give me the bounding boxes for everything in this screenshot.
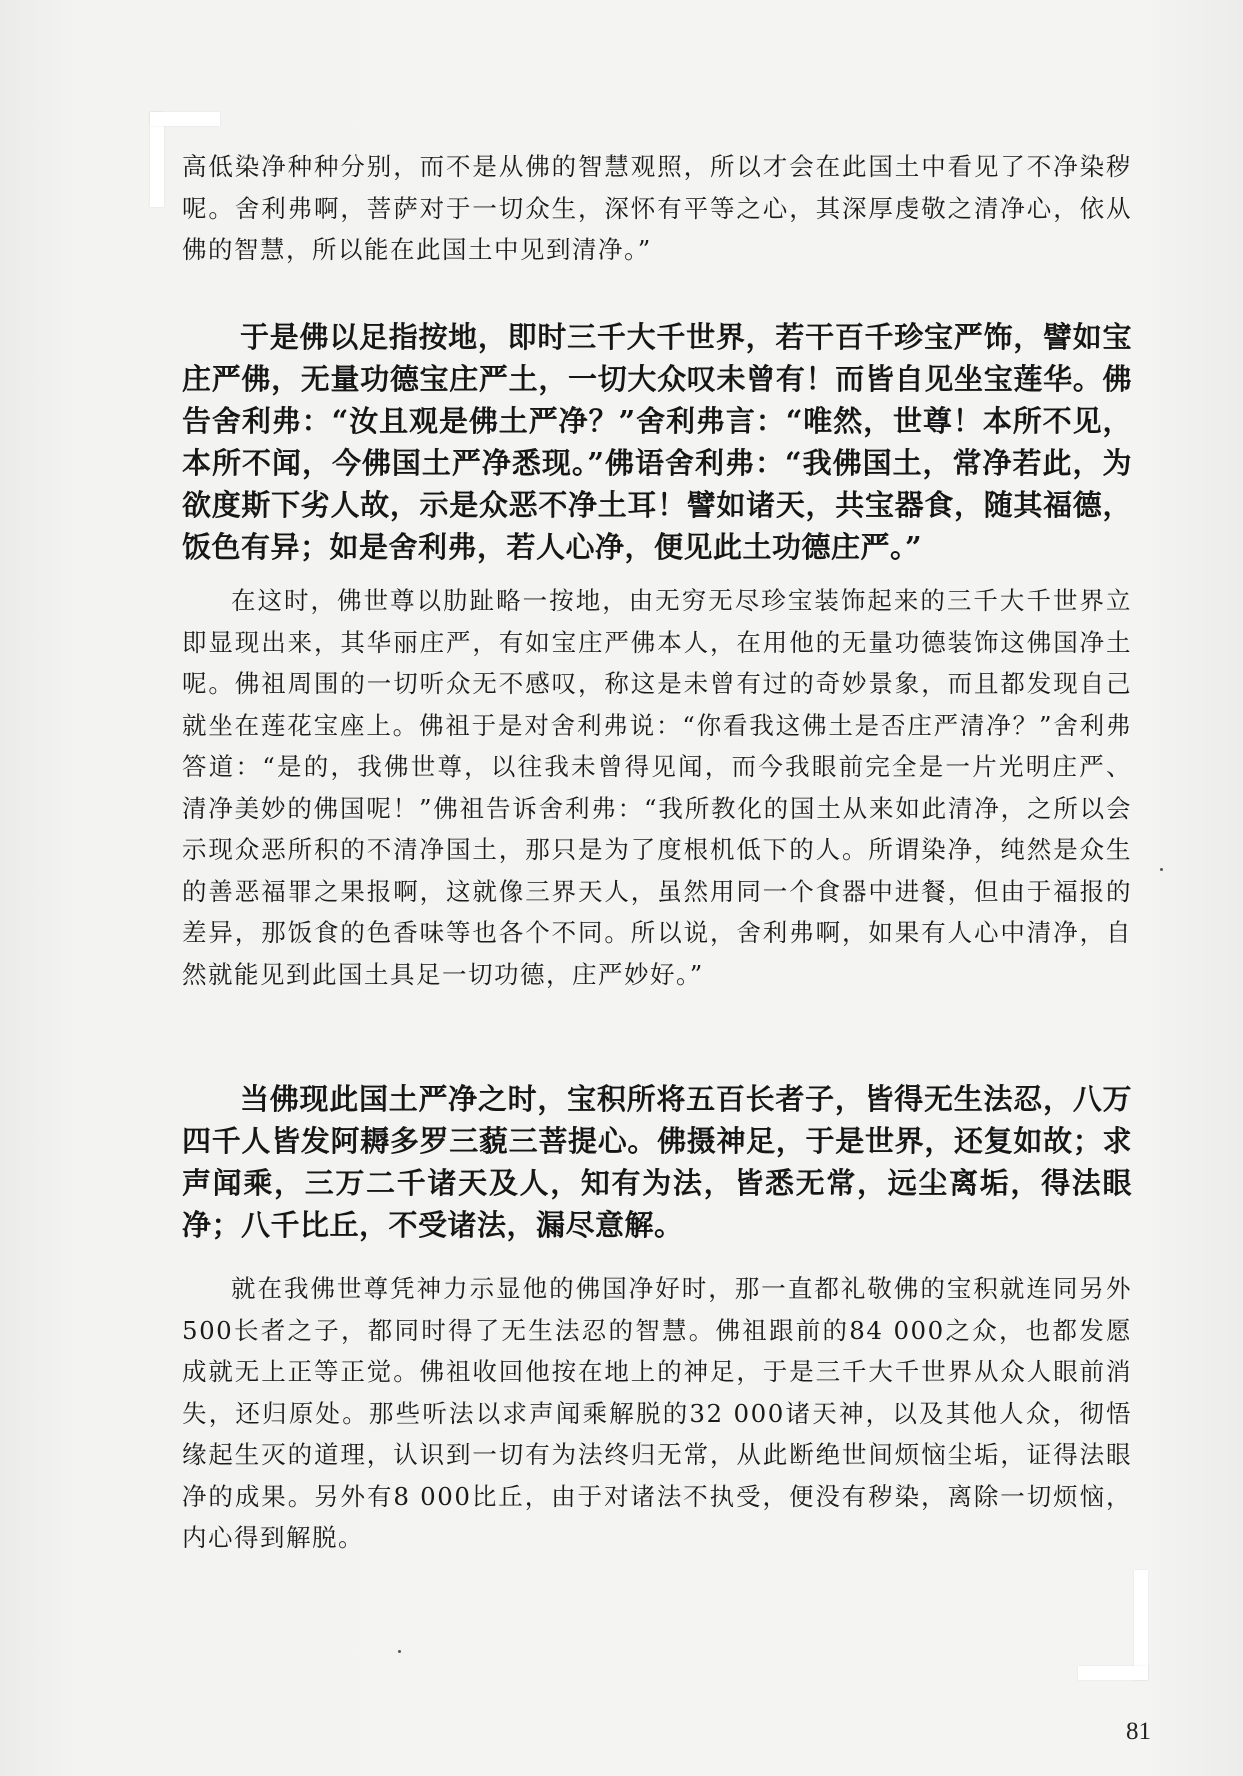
translation-paragraph: 就在我佛世尊凭神力示显他的佛国净好时，那一直都礼敬佛的宝积就连同另外500长者之子，都同时得了无生法忍的智慧。佛祖跟前的84 000之众，也都发愿成就无上正等正觉。佛祖收回他按在地上的神足，于是三千大千世界从众人眼前消失，还归原处。那些听法以求声闻乘解脱的32 000诸天神，以及其他人众，彻悟缘起生灭的道理，认识到一切有为法终归无常，从此断绝世间烦恼尘垢，证得法眼净的成果。另外有8 000比丘，由于对诸法不执受，便没有秽染，离除一切烦恼，内心得到解脱。 [182,1274,1132,1552]
translation-block-2 [182,1268,1132,1559]
scan-speck [398,1650,401,1653]
sutra-paragraph: 当佛现此国土严净之时，宝积所将五百长者子，皆得无生法忍，八万四千人皆发阿耨多罗三藐三菩提心。佛摄神足，于是世界，还复如故；求声闻乘，三万二千诸天及人，知有为法，皆悉无常，远尘离垢，得法眼净；八千比丘，不受诸法，漏尽意解。 [182,1082,1132,1242]
translation-block-1 [182,580,1132,995]
scan-speck [1160,868,1163,871]
page-number: 81 [1126,1718,1151,1745]
translation-continuation-block [182,146,1132,271]
corner-bracket-bottom-right [1134,1570,1148,1680]
corner-bracket-top-left-bar [150,112,220,126]
sutra-block-1 [182,316,1132,568]
translation-paragraph: 高低染净种种分别，而不是从佛的智慧观照，所以才会在此国土中看见了不净染秽呢。舍利弗啊，菩萨对于一切众生，深怀有平等之心，其深厚虔敬之清净心，依从佛的智慧，所以能在此国土中见到清净。” [182,152,1132,264]
corner-bracket-top-left [150,112,164,207]
corner-bracket-bottom-right-bar [1078,1666,1148,1680]
translation-paragraph: 在这时，佛世尊以肋趾略一按地，由无穷无尽珍宝装饰起来的三千大千世界立即显现出来，其华丽庄严，有如宝庄严佛本人，在用他的无量功德装饰这佛国净土呢。佛祖周围的一切听众无不感叹，称这是未曾有过的奇妙景象，而且都发现自己就坐在莲花宝座上。佛祖于是对舍利弗说：“你看我这佛土是否庄严清净？”舍利弗答道：“是的，我佛世尊，以往我未曾得见闻，而今我眼前完全是一片光明庄严、清净美妙的佛国呢！”佛祖告诉舍利弗：“我所教化的国土从来如此清净，之所以会示现众恶所积的不清净国土，那只是为了度根机低下的人。所谓染净，纯然是众生的善恶福罪之果报啊，这就像三界天人，虽然用同一个食器中进餐，但由于福报的差异，那饭食的色香味等也各个不同。所以说，舍利弗啊，如果有人心中清净，自然就能见到此国土具足一切功德，庄严妙好。” [182,586,1132,989]
sutra-paragraph: 于是佛以足指按地，即时三千大千世界，若干百千珍宝严饰，譬如宝庄严佛，无量功德宝庄严土，一切大众叹未曾有！而皆自见坐宝莲华。佛告舍利弗：“汝且观是佛土严净？”舍利弗言：“唯然，世尊！本所不见，本所不闻，今佛国土严净悉现。”佛语舍利弗：“我佛国土，常净若此，为欲度斯下劣人故，示是众恶不净土耳！譬如诸天，共宝器食，随其福德，饭色有异；如是舍利弗，若人心净，便见此土功德庄严。” [182,320,1132,564]
sutra-block-2 [182,1078,1132,1246]
